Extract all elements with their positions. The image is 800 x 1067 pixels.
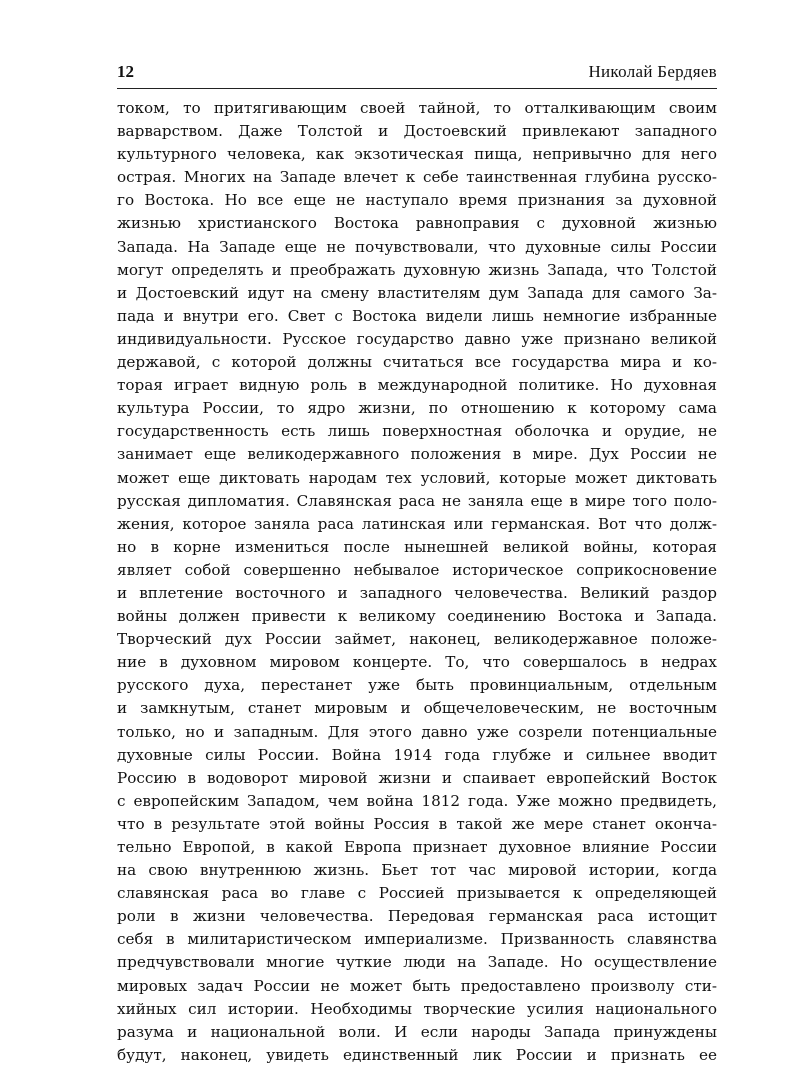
text-line: может еще диктовать народам тех условий, которые может диктовать [117, 468, 717, 487]
text-line: разума и национальной воли. И если народы Запада принуждены [117, 1022, 717, 1041]
text-line: током, то притягивающим своей тайной, то отталкивающим своим [117, 99, 717, 117]
text-line: русского духа, перестанет уже быть провинциальным, отдельным [117, 676, 717, 695]
text-line: торая играет видную роль в международной политике. Но духовная [117, 376, 717, 395]
text-line: роли в жизни человечества. Передовая германская раса истощит [117, 907, 717, 926]
page-number: 12 [117, 62, 134, 81]
text-line: культура России, то ядро жизни, по отношению к которому сама [117, 399, 717, 418]
text-line: на свою внутреннюю жизнь. Бьет тот час мировой истории, когда [117, 861, 717, 880]
text-line: себя в милитаристическом империализме. Призванность славянства [117, 930, 717, 949]
text-line: варварством. Даже Толстой и Достоевский привлекают западного [117, 122, 717, 141]
text-line: и замкнутым, станет мировым и общечеловеческим, не восточным [117, 699, 717, 718]
text-line: будут, наконец, увидеть единственный лик России и признать ее [117, 1045, 717, 1064]
text-line: острая. Многих на Западе влечет к себе таинственная глубина русско- [117, 168, 717, 187]
text-line: войны должен привести к великому соединению Востока и Запада. [117, 607, 717, 626]
body-text [117, 97, 717, 1067]
text-line: культурного человека, как экзотическая пища, непривычно для него [117, 145, 717, 164]
text-line: государственность есть лишь поверхностная оболочка и орудие, не [117, 422, 717, 441]
text-line: жения, которое заняла раса латинская или германская. Вот что долж- [117, 514, 717, 533]
text-line: занимает еще великодержавного положения в мире. Дух России не [117, 445, 717, 464]
text-line: могут определять и преображать духовную жизнь Запада, что Толстой [117, 260, 717, 279]
text-line: державой, с которой должны считаться все государства мира и ко- [117, 353, 717, 372]
text-line: го Востока. Но все еще не наступало время признания за духовной [117, 191, 717, 210]
text-line: Творческий дух России займет, наконец, великодержавное положе- [117, 630, 717, 649]
text-line: мировых задач России не может быть предоставлено произволу сти- [117, 976, 717, 995]
text-line: являет собой совершенно небывалое историческое соприкосновение [117, 560, 717, 579]
text-line: с европейским Западом, чем война 1812 года. Уже можно предвидеть, [117, 791, 717, 810]
text-line: индивидуальности. Русское государство давно уже признано великой [117, 329, 717, 348]
running-head-author: Николай Бердяев [588, 62, 717, 81]
text-line: славянская раса во главе с Россией призывается к определяющей [117, 884, 717, 903]
text-line: тельно Европой, в какой Европа признает духовное влияние России [117, 838, 717, 856]
text-line: Запада. На Западе еще не почувствовали, что духовные силы России [117, 237, 717, 256]
text-line: ние в духовном мировом концерте. То, что совершалось в недрах [117, 653, 717, 672]
text-line: предчувствовали многие чуткие люди на Западе. Но осуществление [117, 953, 717, 972]
text-line: и Достоевский идут на смену властителям дум Запада для самого За- [117, 283, 717, 302]
text-line: только, но и западным. Для этого давно уже созрели потенциальные [117, 722, 717, 741]
page-header [117, 62, 717, 84]
text-line: хийных сил истории. Необходимы творческие усилия национального [117, 999, 717, 1018]
text-line: но в корне измениться после нынешней великой войны, которая [117, 537, 717, 556]
text-line: пада и внутри его. Свет с Востока видели лишь немногие избранные [117, 306, 717, 325]
text-line: жизнью христианского Востока равноправия с духовной жизнью [117, 214, 717, 233]
text-line: и вплетение восточного и западного человечества. Великий раздор [117, 583, 717, 602]
text-line: духовные силы России. Война 1914 года глубже и сильнее вводит [117, 745, 717, 764]
text-line: русская дипломатия. Славянская раса не заняла еще в мире того поло- [117, 491, 717, 510]
text-line: что в результате этой войны Россия в такой же мере станет оконча- [117, 814, 717, 833]
header-rule [117, 88, 717, 89]
text-line: Россию в водоворот мировой жизни и спаивает европейский Восток [117, 768, 717, 787]
